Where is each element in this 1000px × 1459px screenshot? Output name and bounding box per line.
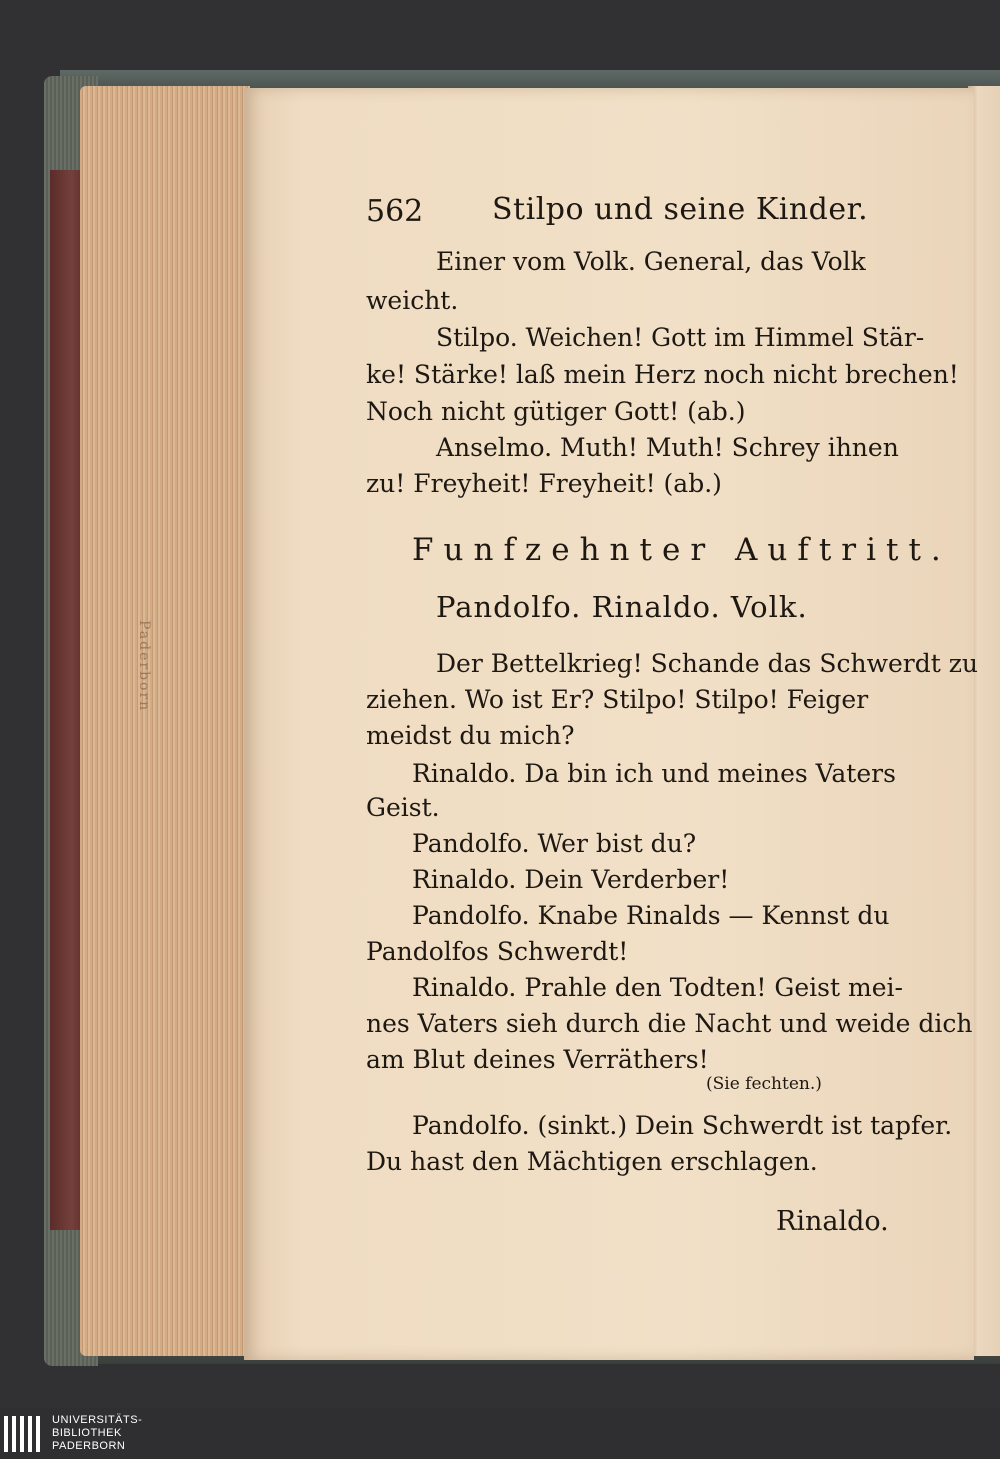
running-title: Stilpo und seine Kinder. xyxy=(492,192,869,227)
library-footer xyxy=(0,1408,1000,1459)
text-line: Pandolfo. Wer bist du? xyxy=(412,829,697,858)
text-line: Rinaldo. Da bin ich und meines Vaters xyxy=(412,759,896,788)
running-header xyxy=(366,192,876,232)
text-line: weicht. xyxy=(366,286,459,315)
library-logo-icon xyxy=(4,1416,44,1452)
text-line: Anselmo. Muth! Muth! Schrey ihnen xyxy=(436,433,899,462)
text-line: Einer vom Volk. General, das Volk xyxy=(436,247,866,276)
page-edges xyxy=(80,86,250,1356)
text-line: Rinaldo. Prahle den Todten! Geist mei- xyxy=(412,973,903,1002)
text-line: ziehen. Wo ist Er? Stilpo! Stilpo! Feiger xyxy=(366,685,869,714)
page-edge-text: Paderborn xyxy=(136,620,152,713)
text-line: meidst du mich? xyxy=(366,721,575,750)
library-name-line: UNIVERSITÄTS- xyxy=(52,1414,143,1426)
text-line: Stilpo. Weichen! Gott im Himmel Stär- xyxy=(436,323,925,352)
text-line: Pandolfos Schwerdt! xyxy=(366,937,629,966)
scene-heading: Funfzehnter Auftritt. xyxy=(412,532,951,568)
library-name-line: PADERBORN xyxy=(52,1440,126,1452)
text-line: Du hast den Mächtigen erschlagen. xyxy=(366,1147,818,1176)
text-line: ke! Stärke! laß mein Herz noch nicht brechen! xyxy=(366,360,959,389)
stage-direction: (Sie fechten.) xyxy=(706,1074,822,1094)
page-number: 562 xyxy=(366,194,424,229)
scene-persons: Pandolfo. Rinaldo. Volk. xyxy=(436,590,808,624)
text-line: Pandolfo. (sinkt.) Dein Schwerdt ist tapfer. xyxy=(412,1111,953,1140)
text-line: Der Bettelkrieg! Schande das Schwerdt zu xyxy=(436,649,978,678)
catchword: Rinaldo. xyxy=(776,1206,889,1237)
text-line: zu! Freyheit! Freyheit! (ab.) xyxy=(366,469,722,498)
text-line: Geist. xyxy=(366,793,440,822)
text-line: nes Vaters sieh durch die Nacht und weide dich xyxy=(366,1009,973,1038)
text-line: Rinaldo. Dein Verderber! xyxy=(412,865,730,894)
text-line: Pandolfo. Knabe Rinalds — Kennst du xyxy=(412,901,890,930)
text-line: Noch nicht gütiger Gott! (ab.) xyxy=(366,397,746,426)
library-name xyxy=(52,1414,142,1453)
library-name-line: BIBLIOTHEK xyxy=(52,1427,122,1439)
text-line: am Blut deines Verräthers! xyxy=(366,1045,709,1074)
